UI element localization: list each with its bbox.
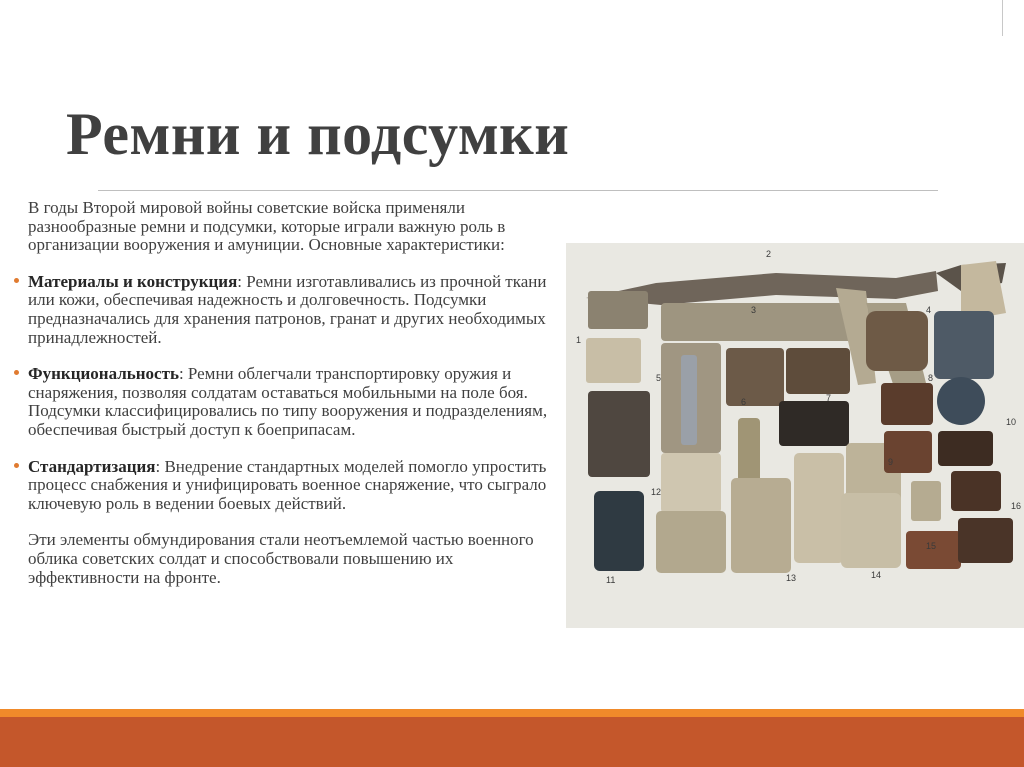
footer-bar: [0, 717, 1024, 767]
bullet-dot: [14, 463, 19, 468]
photo-label: 12: [651, 487, 662, 497]
equipment-photo: [566, 243, 1024, 628]
bullet-materials: [14, 273, 554, 347]
bullet-heading: Стандартизация: [28, 456, 156, 476]
bullet-text: : Ремни облегчали транспортировку оружия и снаряжения, позволяя солдатам оставаться мобильными на поле боя. Подсумки классифицировались по типу вооружения и подразделениям, обеспечивая быстрый доступ к боеприпасам.: [28, 364, 548, 439]
bullet-dot: [14, 278, 19, 283]
photo-label: 16: [1011, 501, 1022, 511]
photo-label: 7: [826, 393, 832, 403]
bullet-functionality: [14, 365, 554, 439]
bullet-heading: Материалы и конструкция: [28, 271, 238, 291]
photo-label: 14: [871, 570, 882, 580]
title-underline: [98, 190, 938, 191]
equipment-illustration: [566, 243, 1024, 628]
photo-label: 10: [1006, 417, 1017, 427]
slide-title: Ремни и подсумки: [66, 101, 570, 167]
photo-label: 9: [888, 457, 894, 467]
bullet-text: : Ремни изготавливались из прочной ткани или кожи, обеспечивая надежность и долговечность. Подсумки предназначались для хранения патронов, гранат и других необходимых принадлежностей.: [28, 271, 547, 347]
photo-label: 1: [576, 335, 582, 345]
photo-label: 3: [751, 305, 757, 315]
bullet-text: : Внедрение стандартных моделей помогло упростить процесс снабжения и унифицировать военное снаряжение, что сыграло ключевую роль в ведении боевых действий.: [28, 456, 547, 513]
intro-paragraph: В годы Второй мировой войны советские войска применяли разнообразные ремни и подсумки, которые играли важную роль в организации вооружения и амуниции. Основные характеристики:: [28, 198, 506, 255]
corner-divider: [1002, 0, 1003, 36]
body-text: [14, 199, 554, 587]
photo-label: 8: [928, 373, 934, 383]
photo-label: 2: [766, 249, 772, 259]
photo-label: 5: [656, 373, 662, 383]
photo-label: 6: [741, 397, 747, 407]
footer-accent-bar: [0, 709, 1024, 717]
bullet-heading: Функциональность: [28, 364, 179, 384]
photo-label: 11: [606, 575, 616, 585]
photo-label: 15: [926, 541, 937, 551]
photo-label: 13: [786, 573, 797, 583]
bullet-dot: [14, 370, 19, 375]
photo-label: 4: [926, 305, 932, 315]
bullet-standardization: [14, 458, 554, 514]
closing-paragraph: Эти элементы обмундирования стали неотъемлемой частью военного облика советских солдат и способствовали повышению их эффективности на фронте.: [28, 530, 534, 587]
